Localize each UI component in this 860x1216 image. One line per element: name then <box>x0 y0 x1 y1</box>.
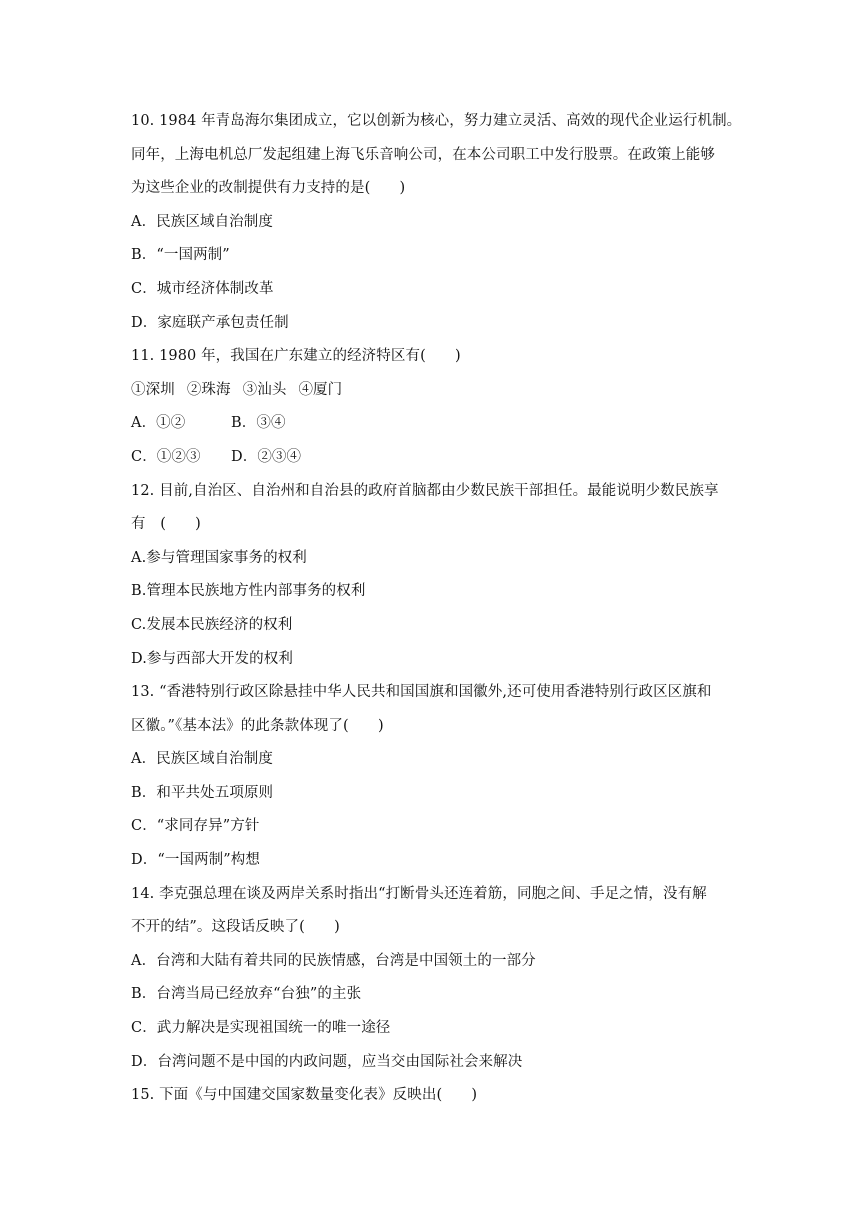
option-b: B.管理本民族地方性内部事务的权利 <box>131 583 366 600</box>
item-3: ③汕头 <box>242 381 287 398</box>
option-a: A．民族区域自治制度 <box>131 213 273 230</box>
option-a: A.参与管理国家事务的权利 <box>131 549 307 566</box>
option-a: A．台湾和大陆有着共同的民族情感，台湾是中国领土的一部分 <box>131 952 536 969</box>
question-stem-line: 14. 李克强总理在谈及两岸关系时指出“打断骨头还连着筋，同胞之间、手足之情，没有解 <box>131 885 707 902</box>
question-stem-line: 11. 1980 年，我国在广东建立的经济特区有( ) <box>131 348 461 365</box>
option-d: D．台湾问题不是中国的内政问题，应当交由国际社会来解决 <box>131 1053 523 1070</box>
question-stem-line: 有 ( ) <box>131 516 201 533</box>
option-b: B．和平共处五项原则 <box>131 784 274 801</box>
question-stem-line: 为这些企业的改制提供有力支持的是( ) <box>131 180 406 197</box>
item-4: ④厦门 <box>298 381 343 398</box>
question-stem-line: 同年，上海电机总厂发起组建上海飞乐音响公司，在本公司职工中发行股票。在政策上能够 <box>131 146 715 163</box>
option-b: B．台湾当局已经放弃“台独”的主张 <box>131 986 362 1003</box>
question-15 <box>131 1079 741 1113</box>
option-row <box>131 407 741 441</box>
option-c: C．“求同存异”方针 <box>131 818 260 835</box>
question-stem-line: 12. 目前,自治区、自治州和自治县的政府首脑都由少数民族干部担任。最能说明少数民族享 <box>131 482 719 499</box>
question-12 <box>131 475 741 677</box>
option-a: A．民族区域自治制度 <box>131 751 273 768</box>
question-11 <box>131 340 741 474</box>
option-b: B．“一国两制” <box>131 247 230 264</box>
question-stem-line: 15. 下面《与中国建交国家数量变化表》反映出( ) <box>131 1087 478 1104</box>
question-stem-line: 13. “香港特别行政区除悬挂中华人民共和国国旗和国徽外,还可使用香港特别行政区区旗和 <box>131 684 712 701</box>
question-stem-line: 10. 1984 年青岛海尔集团成立，它以创新为核心，努力建立灵活、高效的现代企业运行机制。 <box>131 113 742 129</box>
question-10 <box>131 105 741 340</box>
option-c: C．城市经济体制改革 <box>131 280 274 297</box>
numbered-items <box>131 374 741 408</box>
option-a: A．①② <box>131 415 186 432</box>
option-d: D．“一国两制”构想 <box>131 852 260 869</box>
option-d: D．家庭联产承包责任制 <box>131 314 289 331</box>
option-c: C.发展本民族经济的权利 <box>131 616 293 633</box>
exam-page <box>131 105 741 1113</box>
question-stem-line: 区徽。”《基本法》的此条款体现了( ) <box>131 717 384 734</box>
question-stem-line: 不开的结”。这段话反映了( ) <box>131 919 340 936</box>
option-d: D．②③④ <box>231 448 302 465</box>
option-c: C．武力解决是实现祖国统一的唯一途径 <box>131 1020 391 1037</box>
option-c: C．①②③ <box>131 448 201 465</box>
item-2: ②珠海 <box>186 381 231 398</box>
question-13 <box>131 676 741 878</box>
option-b: B．③④ <box>231 415 286 432</box>
option-d: D.参与西部大开发的权利 <box>131 650 293 667</box>
option-row <box>131 441 741 475</box>
item-1: ①深圳 <box>131 381 175 398</box>
question-14 <box>131 878 741 1080</box>
